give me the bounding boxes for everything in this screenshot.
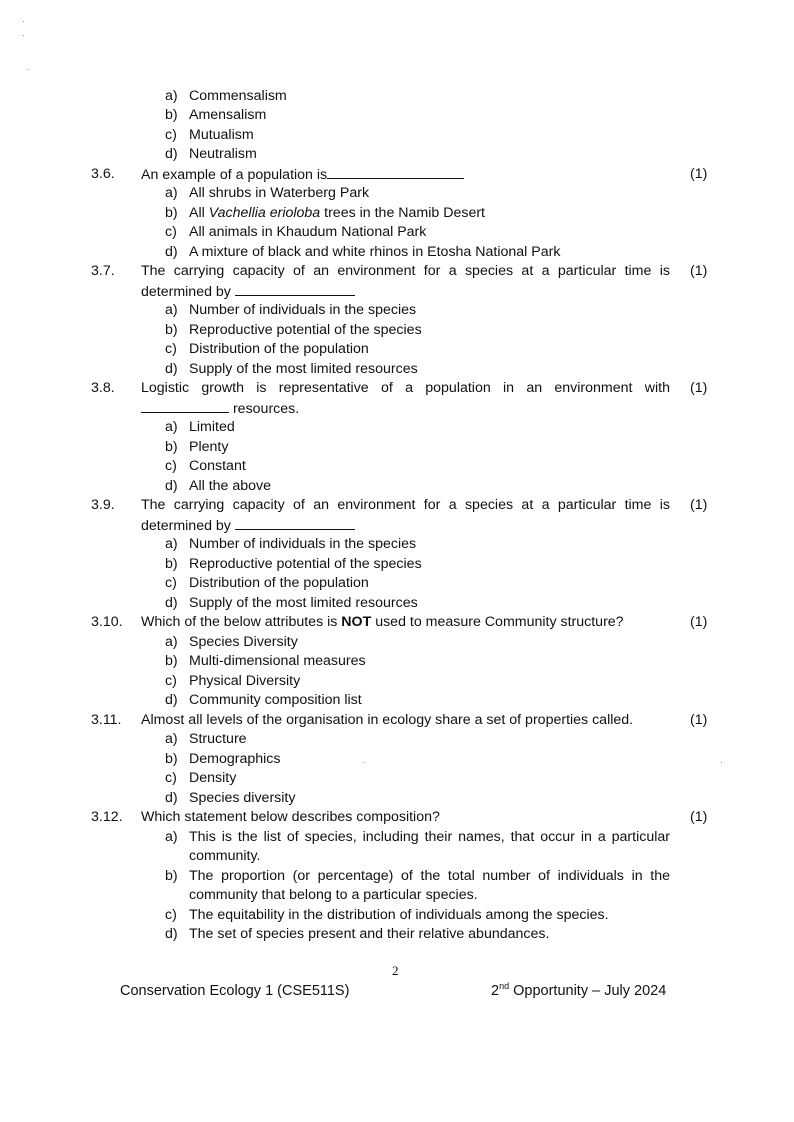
option-text: Reproductive potential of the species xyxy=(189,556,422,572)
option-label: b) xyxy=(165,439,178,455)
question-text-line1: The carrying capacity of an environment for a species at a particular time is xyxy=(141,497,670,513)
question-number: 3.7. xyxy=(91,263,115,279)
scan-speck xyxy=(27,69,28,70)
option-label: a) xyxy=(165,302,178,318)
question-text xyxy=(141,165,464,184)
option-label: c) xyxy=(165,127,177,143)
option-text: Distribution of the population xyxy=(189,575,369,591)
option-text: A mixture of black and white rhinos in Etosha National Park xyxy=(189,244,561,260)
option-text: All the above xyxy=(189,478,272,494)
option-text: Limited xyxy=(189,419,235,435)
scan-speck xyxy=(23,35,24,36)
option-text-line2: community that belong to a particular species. xyxy=(189,887,478,903)
option-label: b) xyxy=(165,751,178,767)
emphasis-not: NOT xyxy=(341,614,372,630)
question-number: 3.6. xyxy=(91,166,115,182)
question-text-line2 xyxy=(141,399,299,418)
question-text xyxy=(141,613,624,631)
option-label: d) xyxy=(165,478,178,494)
question-stem: An example of a population is xyxy=(141,167,328,183)
question-number: 3.12. xyxy=(91,809,123,825)
opportunity-number: 2 xyxy=(491,983,500,999)
option-text: Demographics xyxy=(189,751,281,767)
option-text: Distribution of the population xyxy=(189,341,369,357)
scan-speck xyxy=(721,762,722,763)
option-label: c) xyxy=(165,907,177,923)
answer-blank xyxy=(235,282,355,296)
option-text: Amensalism xyxy=(189,107,267,123)
option-text-pre: All xyxy=(189,205,209,221)
marks: (1) xyxy=(690,166,708,182)
option-text: Community composition list xyxy=(189,692,362,708)
option-label: d) xyxy=(165,146,178,162)
option-text: Mutualism xyxy=(189,127,254,143)
option-label: d) xyxy=(165,244,178,260)
option-text: Supply of the most limited resources xyxy=(189,595,418,611)
option-text: Commensalism xyxy=(189,88,287,104)
option-text: Number of individuals in the species xyxy=(189,302,417,318)
ordinal-suffix: nd xyxy=(499,981,510,992)
option-text: Species Diversity xyxy=(189,634,298,650)
option-text: Density xyxy=(189,770,237,786)
question-text-line1: Logistic growth is representative of a population in an environment with xyxy=(141,380,670,396)
option-label: b) xyxy=(165,322,178,338)
marks: (1) xyxy=(690,614,708,630)
option-label: b) xyxy=(165,868,178,884)
option-label: b) xyxy=(165,205,178,221)
question-stem-post: used to measure Community structure? xyxy=(371,614,624,630)
answer-blank xyxy=(141,399,229,413)
scan-speck xyxy=(23,21,24,22)
option-label: c) xyxy=(165,770,177,786)
question-stem: determined by xyxy=(141,284,231,300)
option-label: c) xyxy=(165,575,177,591)
option-label: d) xyxy=(165,361,178,377)
option-text: Physical Diversity xyxy=(189,673,301,689)
question-number: 3.11. xyxy=(91,712,122,728)
option-text: Multi-dimensional measures xyxy=(189,653,366,669)
option-text xyxy=(189,204,485,222)
course-title: Conservation Ecology 1 (CSE511S) xyxy=(120,983,350,999)
option-label: a) xyxy=(165,88,178,104)
option-text-line1: The proportion (or percentage) of the total number of individuals in the xyxy=(189,868,670,884)
answer-blank xyxy=(235,516,355,530)
scan-speck xyxy=(364,762,365,763)
option-text-post: trees in the Namib Desert xyxy=(320,205,486,221)
option-label: b) xyxy=(165,107,178,123)
option-text: All animals in Khaudum National Park xyxy=(189,224,427,240)
option-text-line2: community. xyxy=(189,848,261,864)
answer-blank xyxy=(327,165,464,179)
question-text-line2 xyxy=(141,516,355,535)
option-text: Constant xyxy=(189,458,246,474)
marks: (1) xyxy=(690,380,708,396)
option-label: d) xyxy=(165,692,178,708)
option-label: c) xyxy=(165,224,177,240)
question-text: Almost all levels of the organisation in ecology share a set of properties called. xyxy=(141,712,634,728)
page-number: 2 xyxy=(392,963,399,978)
option-text: Plenty xyxy=(189,439,229,455)
option-text: Number of individuals in the species xyxy=(189,536,417,552)
option-text: Supply of the most limited resources xyxy=(189,361,418,377)
option-label: b) xyxy=(165,556,178,572)
option-label: c) xyxy=(165,673,177,689)
question-stem-pre: Which of the below attributes is xyxy=(141,614,342,630)
marks: (1) xyxy=(690,497,708,513)
opportunity-date: Opportunity – July 2024 xyxy=(509,983,667,999)
species-name: Vachellia erioloba xyxy=(208,205,321,221)
option-label: a) xyxy=(165,536,178,552)
question-number: 3.10. xyxy=(91,614,123,630)
option-label: c) xyxy=(165,458,177,474)
option-text: Neutralism xyxy=(189,146,257,162)
exam-opportunity xyxy=(491,982,666,1000)
option-label: a) xyxy=(165,731,178,747)
question-text-line1: The carrying capacity of an environment for a species at a particular time is xyxy=(141,263,670,279)
question-number: 3.8. xyxy=(91,380,115,396)
option-text: The equitability in the distribution of individuals among the species. xyxy=(189,907,609,923)
option-label: d) xyxy=(165,790,178,806)
option-label: b) xyxy=(165,653,178,669)
option-label: c) xyxy=(165,341,177,357)
option-text: All shrubs in Waterberg Park xyxy=(189,185,370,201)
option-label: a) xyxy=(165,829,178,845)
question-text: Which statement below describes composition? xyxy=(141,809,440,825)
option-label: a) xyxy=(165,185,178,201)
question-stem: resources. xyxy=(232,401,300,417)
question-stem: determined by xyxy=(141,518,231,534)
marks: (1) xyxy=(690,263,708,279)
option-label: a) xyxy=(165,634,178,650)
option-text: Structure xyxy=(189,731,247,747)
option-text: Species diversity xyxy=(189,790,296,806)
option-label: d) xyxy=(165,926,178,942)
option-text: The set of species present and their relative abundances. xyxy=(189,926,550,942)
option-text-line1: This is the list of species, including their names, that occur in a particular xyxy=(189,829,670,845)
option-label: a) xyxy=(165,419,178,435)
marks: (1) xyxy=(690,809,708,825)
option-text: Reproductive potential of the species xyxy=(189,322,422,338)
option-label: d) xyxy=(165,595,178,611)
marks: (1) xyxy=(690,712,708,728)
question-text-line2 xyxy=(141,282,355,301)
question-number: 3.9. xyxy=(91,497,115,513)
